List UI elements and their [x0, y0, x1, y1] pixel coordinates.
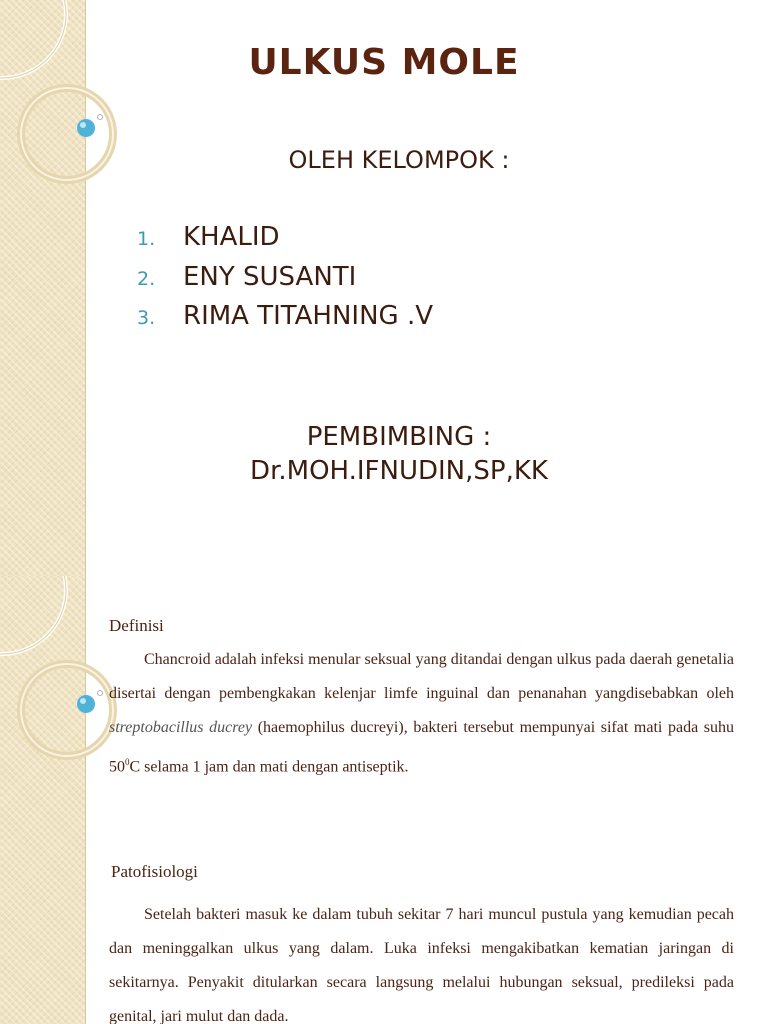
list-item: [137, 222, 433, 262]
supervisor-name: Dr.MOH.IFNUDIN,SP,KK: [250, 456, 548, 486]
list-number: 1.: [137, 228, 156, 250]
bacteria-name: streptobacillus ducrey: [109, 719, 253, 736]
content-slide: [0, 576, 768, 1024]
member-name: ENY SUSANTI: [183, 261, 357, 292]
patofisiologi-heading: Patofisiologi: [111, 862, 198, 881]
member-name: RIMA TITAHNING .V: [183, 301, 433, 331]
list-number: 2.: [137, 267, 156, 290]
definisi-text-3: C selama 1 jam dan mati dengan antiseptik.: [129, 758, 409, 776]
group-label: OLEH KELOMPOK :: [288, 146, 510, 174]
list-item: [137, 301, 433, 341]
patofisiologi-paragraph: Setelah bakteri masuk ke dalam tubuh sekitar 7 hari muncul pustula yang kemudian pecah dan meninggalkan ulkus yang dalam. Luka infeksi mengakibatkan kematian jaringan di sekitarnya. Penyakit ditularkan secara langsung melalui hubungan seksual, predileksi pada genital, jari mulut dan dada.: [109, 906, 734, 1024]
list-item: [137, 262, 433, 302]
member-list: [137, 222, 433, 341]
decorative-circles: [0, 576, 120, 776]
definisi-text-1: Chancroid adalah infeksi menular seksual yang ditandai dengan ulkus pada daerah genetalia disertai dengan pembengkakan kelenjar limfe inguinal dan penanahan yangdisebabkan oleh: [109, 651, 734, 702]
slide-title: ULKUS MOLE: [248, 42, 520, 83]
definisi-text-2: (haemophilus ducreyi), bakteri tersebut mempunyai sifat mati pada suhu 50: [109, 719, 735, 776]
definisi-heading: Definisi: [109, 616, 164, 635]
supervisor-label: PEMBIMBING :: [306, 422, 492, 452]
member-name: KHALID: [183, 222, 280, 252]
degree-superscript: 0: [125, 757, 130, 767]
list-number: 3.: [137, 307, 156, 329]
supervisor-block: [0, 420, 768, 488]
definisi-paragraph: [109, 643, 734, 784]
